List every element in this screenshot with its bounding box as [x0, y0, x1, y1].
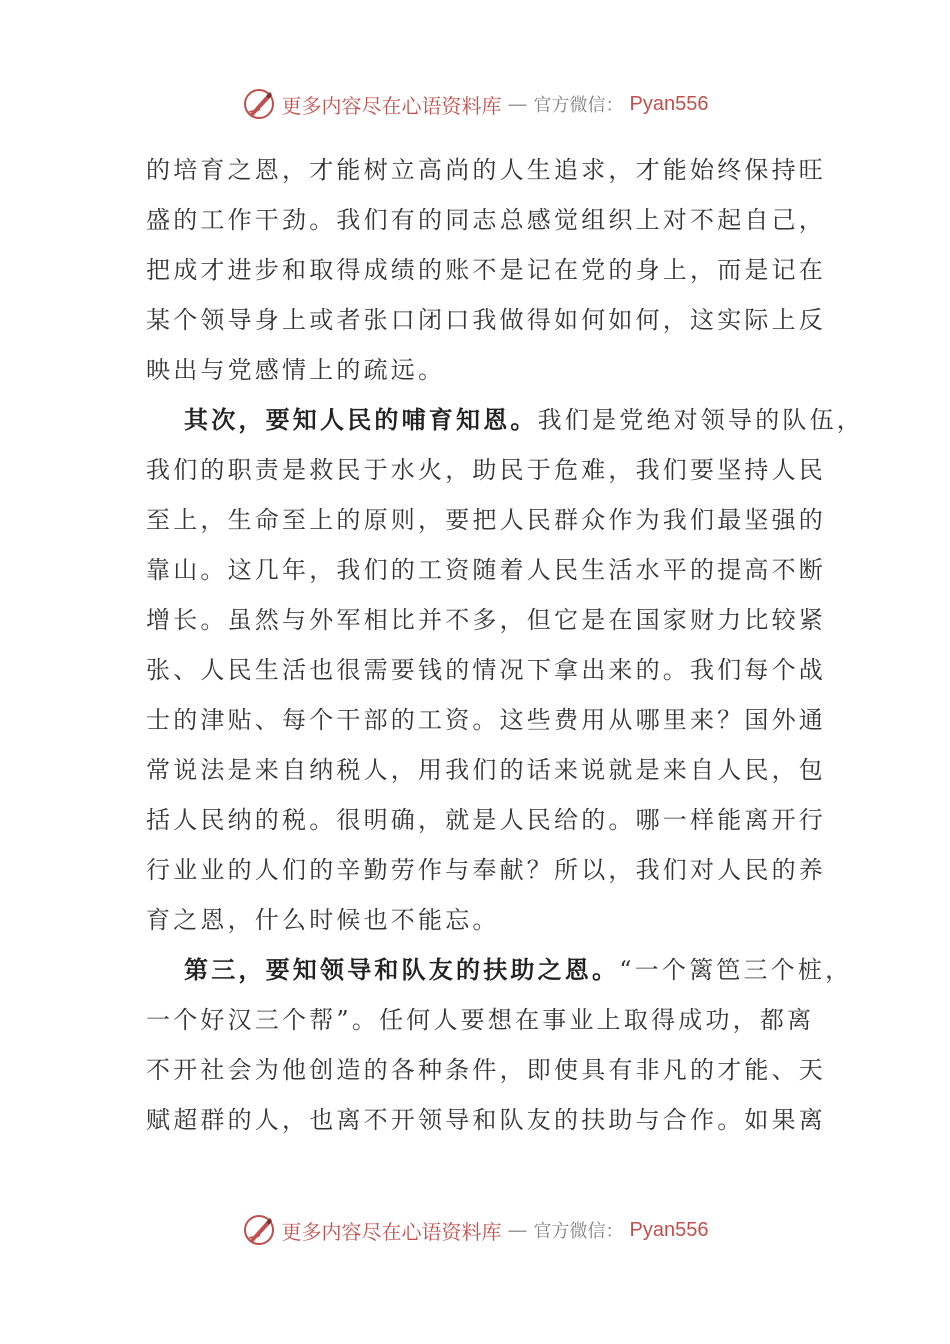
- footer-banner: [0, 1210, 950, 1250]
- footer-title: 更多内容尽在心语资料库: [281, 1219, 502, 1244]
- text-line: 一个好汉三个帮”。任何人要想在事业上取得成功，都离: [146, 1006, 815, 1034]
- text-line: 增长。虽然与外军相比并不多，但它是在国家财力比较紧: [146, 606, 826, 634]
- header-separator: —: [507, 92, 528, 116]
- text-line: 括人民纳的税。很明确，就是人民给的。哪一样能离开行: [146, 806, 826, 834]
- text-line: 的培育之恩，才能树立高尚的人生追求，才能始终保持旺: [146, 156, 826, 184]
- footer-wechat-label: 官方微信：: [533, 1221, 624, 1242]
- pen-logo-icon: [242, 87, 276, 121]
- paragraph-heading-line: 第三，要知领导和队友的扶助之恩。“一个篱笆三个桩，: [184, 955, 853, 984]
- text-line: 常说法是来自纳税人，用我们的话来说就是来自人民，包: [146, 756, 826, 784]
- header-wechat-label: 官方微信：: [533, 95, 624, 116]
- text-line: 盛的工作干劲。我们有的同志总感觉组织上对不起自己，: [146, 206, 826, 234]
- text-line: 某个领导身上或者张口闭口我做得如何如何，这实际上反: [146, 306, 826, 334]
- paragraph-heading-line: 其次，要知人民的哺育知恩。我们是党绝对领导的队伍，: [184, 405, 865, 434]
- header-wechat-id: Pyan556: [629, 92, 709, 115]
- text-line: 育之恩，什么时候也不能忘。: [146, 906, 500, 934]
- pen-logo-icon: [242, 1213, 276, 1247]
- text-line: 把成才进步和取得成绩的账不是记在党的身上，而是记在: [146, 256, 826, 284]
- text-line: 我们的职责是救民于水火，助民于危难，我们要坚持人民: [146, 456, 826, 484]
- header-title: 更多内容尽在心语资料库: [281, 93, 502, 118]
- text-line: 士的津贴、每个干部的工资。这些费用从哪里来？国外通: [146, 706, 826, 734]
- text-line: 靠山。这几年，我们的工资随着人民生活水平的提高不断: [146, 556, 826, 584]
- text-line: 行业业的人们的辛勤劳作与奉献？所以，我们对人民的养: [146, 856, 826, 884]
- footer-wechat-id: Pyan556: [629, 1218, 709, 1241]
- text-line: 张、人民生活也很需要钱的情况下拿出来的。我们每个战: [146, 656, 826, 684]
- section-heading: 其次，要知人民的哺育知恩。: [184, 405, 538, 434]
- text-line: 不开社会为他创造的各种条件，即使具有非凡的才能、天: [146, 1056, 826, 1084]
- footer-separator: —: [507, 1218, 528, 1242]
- text-line: 映出与党感情上的疏远。: [146, 356, 446, 384]
- text-line: 赋超群的人，也离不开领导和队友的扶助与合作。如果离: [146, 1106, 826, 1134]
- text-line: 至上，生命至上的原则，要把人民群众作为我们最坚强的: [146, 506, 826, 534]
- document-body: [146, 145, 865, 1145]
- header-banner: [0, 84, 950, 124]
- section-heading: 第三，要知领导和队友的扶助之恩。: [184, 955, 620, 984]
